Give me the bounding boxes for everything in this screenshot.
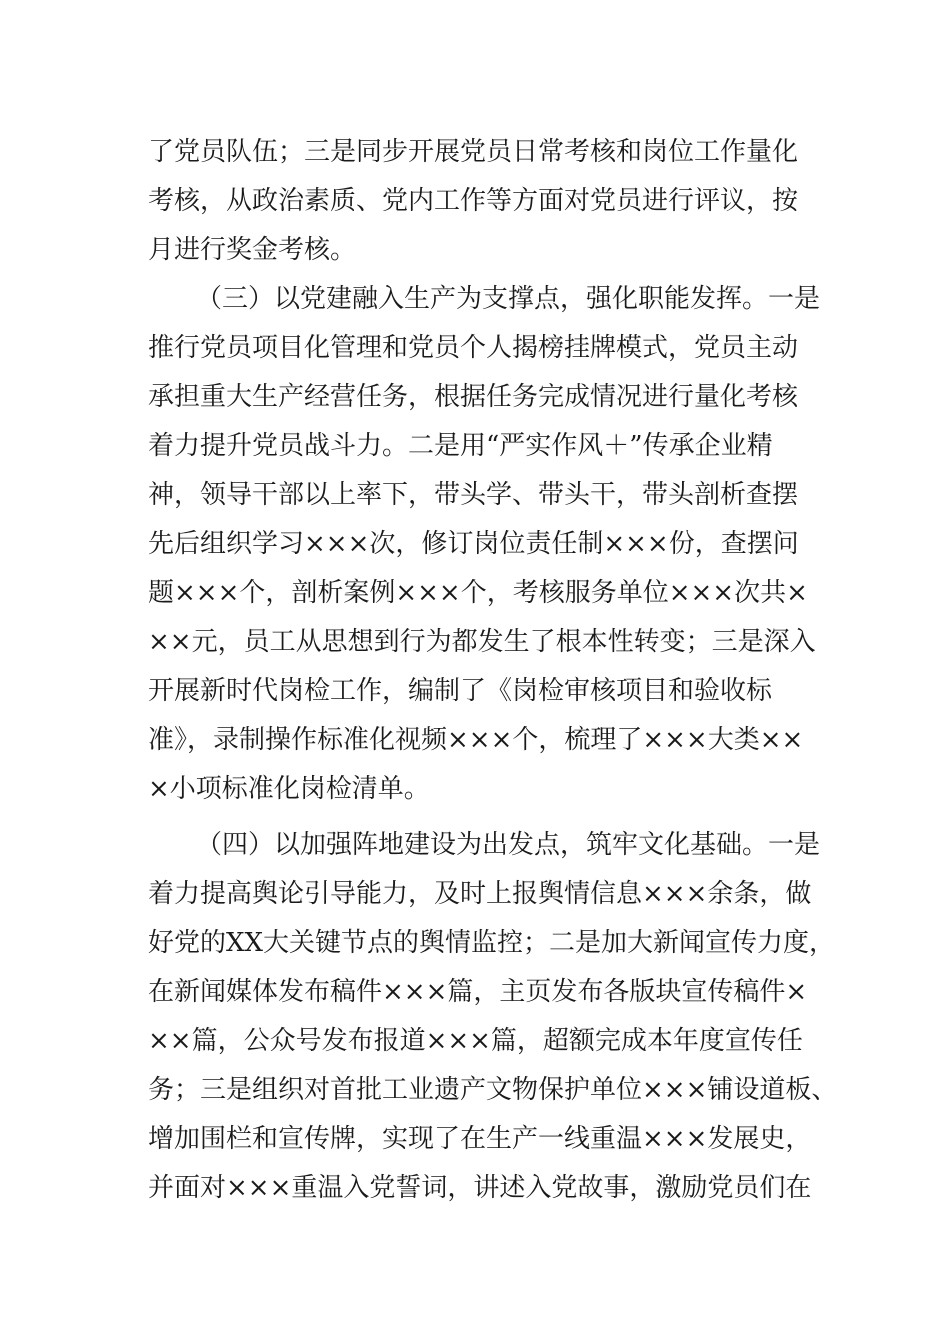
text-line: 承担重大生产经营任务，根据任务完成情况进行量化考核 bbox=[148, 382, 799, 412]
text-line: 考核，从政治素质、党内工作等方面对党员进行评议，按 bbox=[148, 186, 799, 216]
text-line: 增加围栏和宣传牌，实现了在生产一线重温×××发展史， bbox=[148, 1124, 812, 1154]
text-line: 月进行奖金考核。 bbox=[148, 235, 357, 265]
text-line: 并面对×××重温入党誓词，讲述入党故事，激励党员们在 bbox=[148, 1173, 812, 1203]
text-line: 题×××个，剖析案例×××个，考核服务单位×××次共× bbox=[148, 578, 808, 608]
text-line: 务；三是组织对首批工业遗产文物保护单位×××铺设道板、 bbox=[148, 1075, 838, 1105]
text-line: 了党员队伍；三是同步开展党员日常考核和岗位工作量化 bbox=[148, 137, 799, 167]
text-line: 着力提升党员战斗力。二是用“严实作风＋”传承企业精 bbox=[148, 431, 773, 461]
text-line: ××篇，公众号发布报道×××篇，超额完成本年度宣传任 bbox=[148, 1026, 803, 1056]
paragraph-heading-line: （四）以加强阵地建设为出发点，筑牢文化基础。一是 bbox=[196, 830, 821, 860]
text-line: 在新闻媒体发布稿件×××篇，主页发布各版块宣传稿件× bbox=[148, 977, 808, 1007]
text-line: 推行党员项目化管理和党员个人揭榜挂牌模式，党员主动 bbox=[148, 333, 799, 363]
text-line: ×小项标准化岗检清单。 bbox=[148, 774, 430, 804]
text-line: 好党的XX大关键节点的舆情监控；二是加大新闻宣传力度， bbox=[148, 928, 836, 958]
text-line: 开展新时代岗检工作，编制了《岗检审核项目和验收标 bbox=[148, 676, 773, 706]
text-line: 神，领导干部以上率下，带头学、带头干，带头剖析查摆 bbox=[148, 480, 799, 510]
text-line: 着力提高舆论引导能力，及时上报舆情信息×××余条，做 bbox=[148, 879, 812, 909]
paragraph-heading-line: （三）以党建融入生产为支撑点，强化职能发挥。一是 bbox=[196, 284, 821, 314]
text-line: 准》，录制操作标准化视频×××个，梳理了×××大类×× bbox=[148, 725, 804, 755]
text-line: 先后组织学习×××次，修订岗位责任制×××份，查摆问 bbox=[148, 529, 799, 559]
text-line: ××元，员工从思想到行为都发生了根本性转变；三是深入 bbox=[148, 627, 816, 657]
